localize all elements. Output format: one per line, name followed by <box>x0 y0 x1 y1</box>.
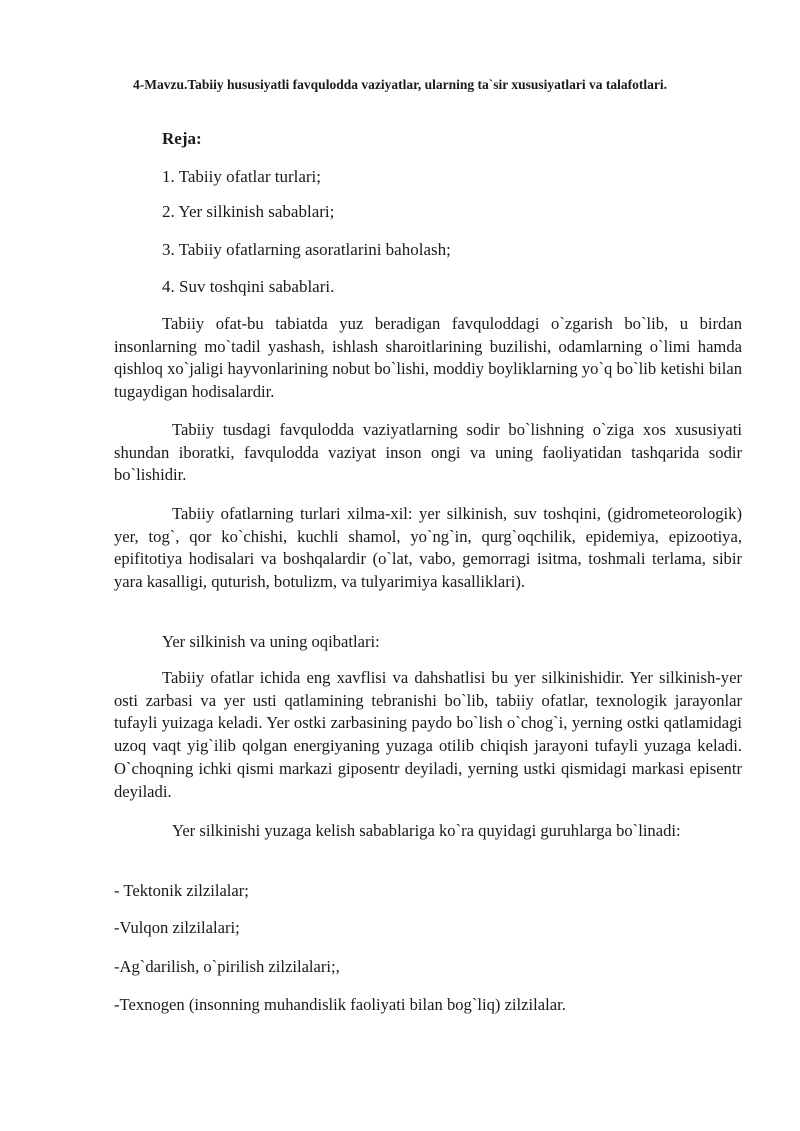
plan-item: 2. Yer silkinish sabablari; <box>162 202 335 221</box>
plan-item: 3. Tabiiy ofatlarning asoratlarini baholash; <box>162 240 451 259</box>
list-item: -Vulqon zilzilalari; <box>114 918 240 937</box>
list-item: - Tektonik zilzilalar; <box>114 881 249 900</box>
body-paragraph: Tabiiy ofat-bu tabiatda yuz beradigan favquloddagi o`zgarish bo`lib, u birdan insonlarning mo`tadil yashash, ishlash sharoitlarining buzilishi, odamlarning o`limi hamda qishloq xo`jaligi hayvonlarining nobut bo`lishi, moddiy boyliklarning yo`q bo`lib ketishi bilan tugaydigan hodisalardir. <box>114 314 742 402</box>
plan-item: 1. Tabiiy ofatlar turlari; <box>162 167 322 186</box>
body-paragraph: Tabiiy ofatlar ichida eng xavflisi va dahshatlisi bu yer silkinishidir. Yer silkinish-yer osti zarbasi va yer usti qatlamining tebranishi bo`lib, tabiiy ofatlar, texnologik jarayonlar tufayli yuizaga keladi. Yer ostki zarbasining paydo bo`lish o`chog`i, yerning ostki qatlamidagi uzoq vaqt yig`ilib qolgan energiyaning yuzaga otilib chiqish jarayoni tufayli yuzaga keladi. O`choqning ichki qismi markazi giposentr deyiladi, yerning ustki qismidagi markasi episentr deyiladi. <box>114 668 742 801</box>
plan-heading: Reja: <box>162 129 202 148</box>
plan-item: 4. Suv toshqini sabablari. <box>162 277 335 296</box>
body-paragraph: Tabiiy tusdagi favqulodda vaziyatlarning sodir bo`lishning o`ziga xos xususiyati shundan iboratki, favqulodda vaziyat inson ongi va uning faoliyatidan tashqarida sodir bo`lishidir. <box>114 420 742 485</box>
document-title: 4-Mavzu.Tabiiy hususiyatli favqulodda vaziyatlar, ularning ta`sir xususiyatlari va talafotlari. <box>133 77 667 92</box>
list-item: -Ag`darilish, o`pirilish zilzilalari;, <box>114 957 340 976</box>
body-paragraph: Yer silkinishi yuzaga kelish sabablariga ko`ra quyidagi guruhlarga bo`linadi: <box>172 821 681 840</box>
body-paragraph: Tabiiy ofatlarning turlari xilma-xil: yer silkinish, suv toshqini, (gidrometeorologik) yer, tog`, qor ko`chishi, kuchli shamol, yo`ng`in, qurg`oqchilik, epidemiya, epizootiya, epifitotiya hodisalari va boshqalardir (o`lat, vabo, gemorragi isitma, toshmali terlama, sibir yara kasalligi, quturish, botulizm, va tulyarimiya kasalliklari). <box>114 504 742 592</box>
section-heading: Yer silkinish va uning oqibatlari: <box>162 632 380 651</box>
list-item: -Texnogen (insonning muhandislik faoliyati bilan bog`liq) zilzilalar. <box>114 995 566 1014</box>
